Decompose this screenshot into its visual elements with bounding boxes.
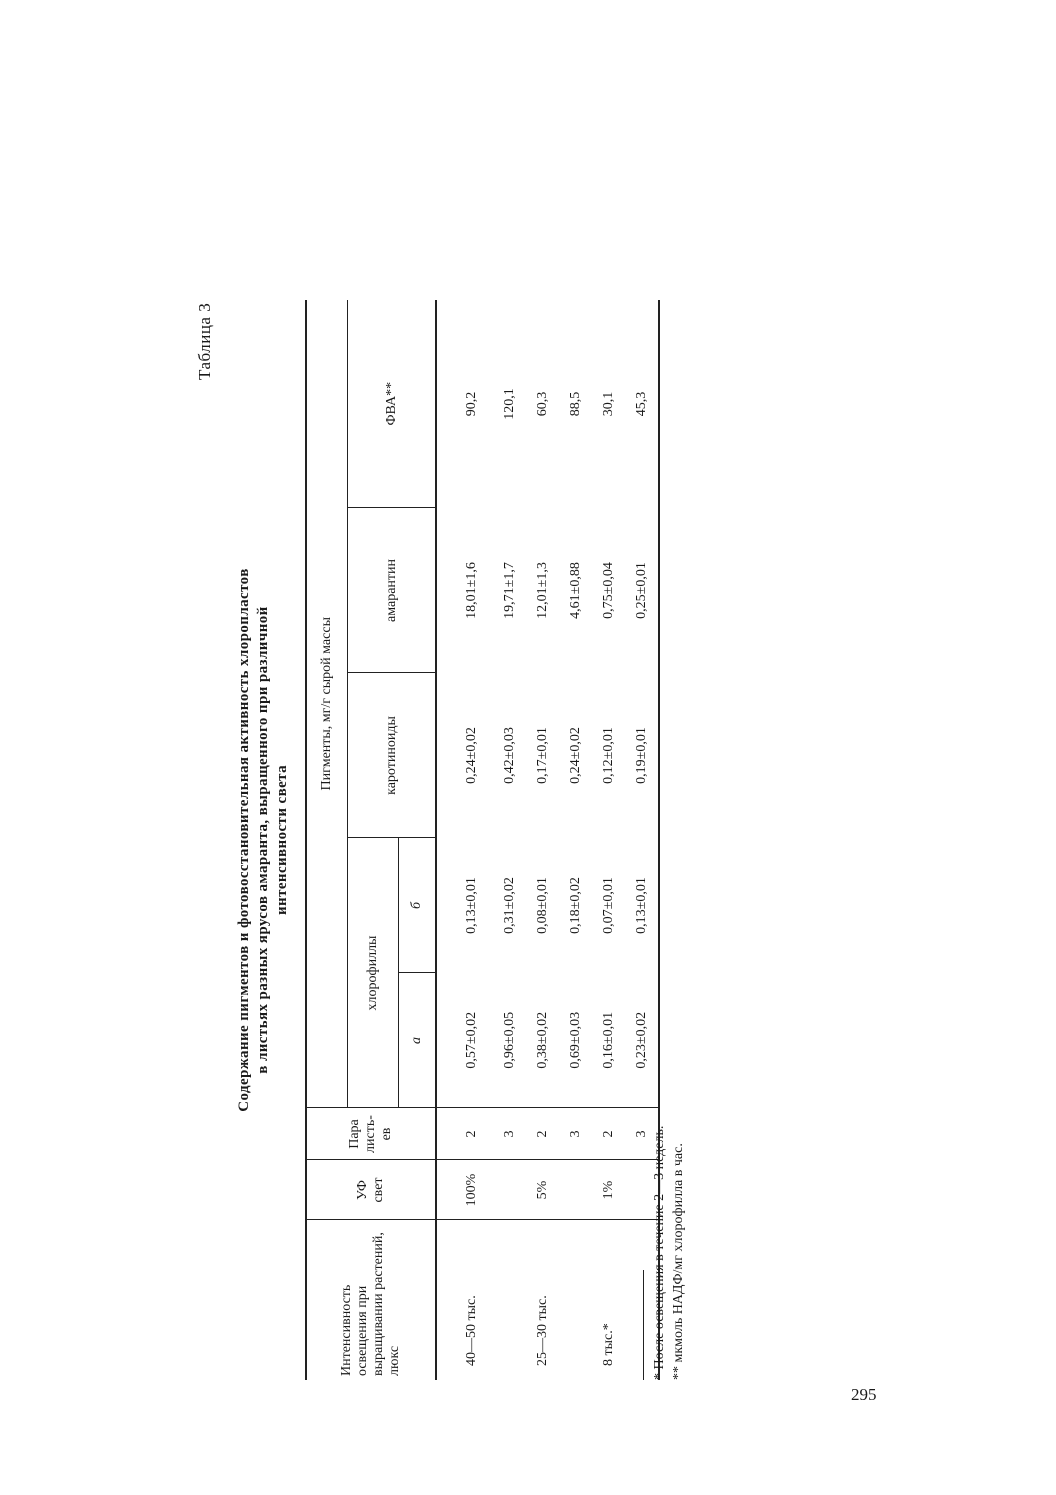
footnotes [650,680,688,1380]
cell-chl-a: 0,16±0,01 [592,973,625,1108]
cell-pair: 3 [625,1108,659,1160]
header-chlorophylls: хлорофиллы [348,838,399,1108]
cell-chl-b: 0,13±0,01 [464,877,479,934]
cell-carotenoids: 0,19±0,01 [625,673,659,838]
header-uv-bottom: свет [371,1177,386,1203]
table-label: Таблица 3 [195,302,214,380]
cell-amaranthin: 18,01±1,6 [464,562,479,619]
cell-fva: 90,2 [464,391,479,417]
cell-fva: 60,3 [534,391,550,417]
cell-pair: 3 [493,1108,526,1160]
table-header [306,300,436,1380]
cell-pair: 2 [592,1108,625,1160]
cell-fva: 45,3 [625,300,659,508]
cell-amaranthin: 0,25±0,01 [625,508,659,673]
cell-carotenoids: 0,24±0,02 [464,727,479,784]
header-row-1 [306,300,348,1380]
table-row [526,300,559,1380]
cell-amaranthin: 19,71±1,7 [501,562,517,619]
footnote-2: ** мкмоль НАДФ/мг хлорофилла в час. [671,1143,686,1380]
cell-fva: 88,5 [567,391,583,417]
cell-pair: 2 [436,1108,493,1160]
page-number: 295 [851,1385,877,1404]
cell-carotenoids: 0,24±0,02 [567,727,583,784]
cell-chl-a: 0,23±0,02 [625,973,659,1108]
table-caption [235,390,292,1290]
cell-intensity: 25—30 тыс. [534,1295,550,1366]
header-fva: ФВА** [348,300,437,508]
cell-chl-a: 0,38±0,02 [526,973,559,1108]
cell-fva: 120,1 [501,388,517,420]
cell-amaranthin: 4,61±0,88 [567,562,583,619]
table-row [559,300,592,1380]
footnote-rule [643,1270,644,1380]
cell-uv [559,1160,592,1220]
cell-chl-b: 0,31±0,02 [501,877,517,934]
table-row [493,300,526,1380]
cell-fva: 30,1 [600,391,616,417]
header-chl-b: б [399,838,437,973]
caption-line-1: Содержание пигментов и фотовосстановительная активность хлоропластов [236,568,252,1112]
header-carotenoids: каротиноиды [348,673,437,838]
cell-chl-b: 0,08±0,01 [534,877,550,934]
caption-line-2: в листьях разных ярусов амаранта, выращенного при различной [255,606,271,1074]
cell-carotenoids: 0,17±0,01 [534,727,550,784]
header-uv-top: УФ [355,1180,370,1200]
cell-chl-a: 0,69±0,03 [559,973,592,1108]
cell-chl-b: 0,18±0,02 [567,877,583,934]
cell-chl-b: 0,07±0,01 [600,877,616,934]
table-row [436,300,493,1380]
header-chl-a: а [399,973,437,1108]
rotated-page-content [185,290,745,1390]
header-intensity: Интенсивность освещения при выращивании растений, люкс [306,1220,436,1380]
cell-pair: 2 [526,1108,559,1160]
cell-uv: 1% [592,1160,625,1220]
table-row [592,300,625,1380]
cell-uv [493,1160,526,1220]
data-table [305,300,660,1380]
cell-chl-b: 0,13±0,01 [625,838,659,973]
cell-intensity: 40—50 тыс. [464,1295,479,1366]
cell-carotenoids: 0,42±0,03 [501,727,517,784]
cell-chl-a: 0,57±0,02 [436,973,493,1108]
cell-amaranthin: 12,01±1,3 [534,562,550,619]
cell-chl-a: 0,96±0,05 [493,973,526,1108]
table-body [436,300,659,1380]
cell-uv: 5% [526,1160,559,1220]
cell-intensity [559,1220,592,1380]
cell-carotenoids: 0,12±0,01 [600,727,616,784]
cell-pair: 3 [559,1108,592,1160]
footnote-1: * После освещения в течение 2—3 недель. [652,1125,667,1380]
header-pigments: Пигменты, мг/г сырой массы [306,300,348,1108]
cell-amaranthin: 0,75±0,04 [600,562,616,619]
cell-intensity: 8 тыс.* [600,1323,616,1366]
header-uv [306,1160,436,1220]
cell-intensity [493,1220,526,1380]
cell-uv: 100% [436,1160,493,1220]
header-amaranthin: амарантин [348,508,437,673]
caption-line-3: интенсивности света [274,765,290,915]
header-pair: Пара листь-ев [306,1108,436,1160]
